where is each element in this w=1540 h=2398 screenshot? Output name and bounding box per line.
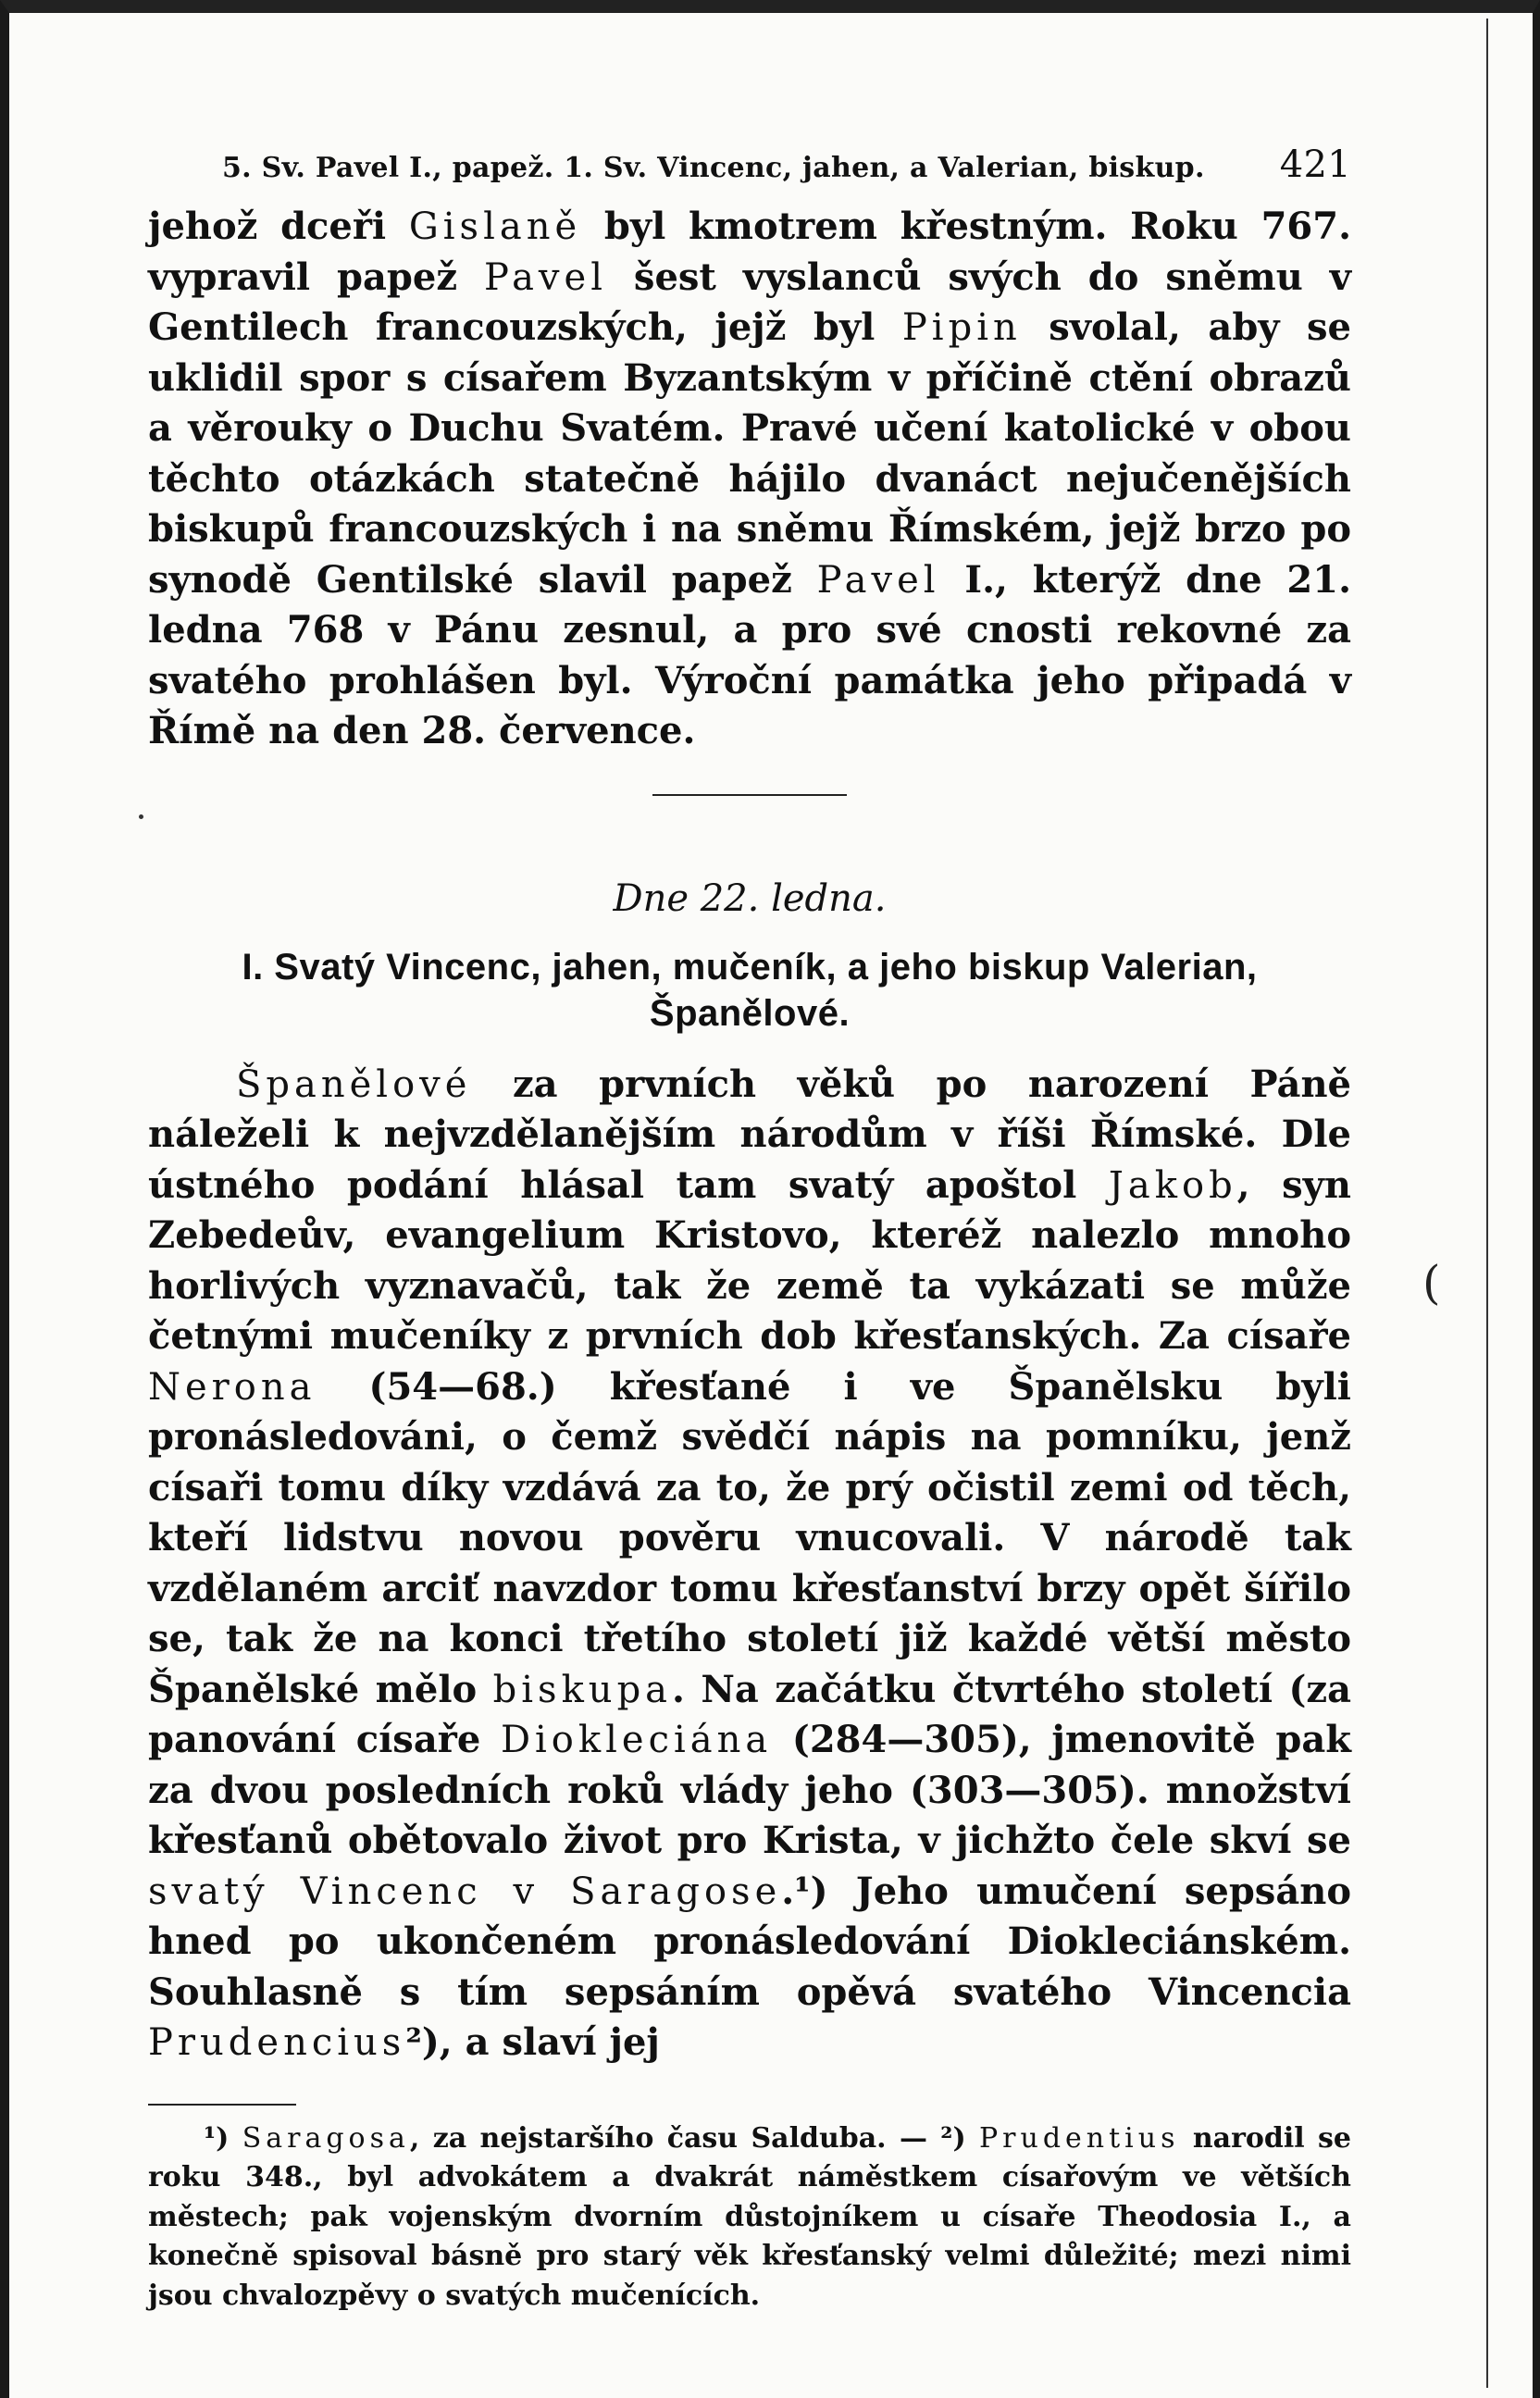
margin-mark: ( xyxy=(1422,1256,1441,1310)
running-head xyxy=(148,143,1351,197)
spaced-name-pavel: Pavel xyxy=(483,255,607,299)
footnote-marker: ¹) xyxy=(204,2121,242,2155)
page-edge-line xyxy=(1486,19,1488,2388)
footnotes xyxy=(148,2119,1351,2317)
spaced-word-biskupa: biskupa xyxy=(492,1668,673,1711)
text-run: byl kmotrem křestným. Roku 767. vypravil papež xyxy=(148,205,1351,299)
section-divider xyxy=(652,794,847,796)
section-heading-line-1: I. Svatý Vincenc, jahen, mučeník, a jeho biskup Valerian, xyxy=(242,946,1258,988)
date-heading: Dne 22. ledna. xyxy=(613,876,887,920)
spaced-word-spanelove: Španělové xyxy=(236,1062,472,1106)
text-run: (284—305), jmenovitě pak za dvou posledních roků vlády jeho (303—305). množství křesťanů obětovalo život pro Krista, v jichžto čele skví se xyxy=(148,1718,1351,1862)
text-run: , za nejstaršího času Salduba. — ²) xyxy=(409,2121,979,2155)
section-heading-line-2: Španělové. xyxy=(649,992,851,1034)
spaced-name-pipin: Pipin xyxy=(901,306,1022,349)
text-run: . Na začátku čtvrtého století (za panování císaře xyxy=(148,1667,1351,1761)
spaced-name-saragosa: Saragosa xyxy=(242,2121,410,2155)
text-run: svolal, aby se uklidil spor s císařem Byzantským v příčině ctění obrazů a věrouky o Duchu Svatém. Pravé učení katolické v obou těchto otázkách statečně hájilo dvanáct nejučenějších biskupů francouzských i na sněmu Římském, jejž brzo po synodě Gentilské slavil papež xyxy=(148,305,1351,602)
text-run: šest vyslanců svých do sněmu v Gentilech francouzských, jejž byl xyxy=(148,255,1351,349)
spaced-name-prudentius: Prudentius xyxy=(979,2121,1180,2155)
spaced-name-nerona: Nerona xyxy=(148,1365,317,1409)
page-number: 421 xyxy=(1279,143,1351,186)
spaced-name-dioklecian: Diokleciána xyxy=(500,1719,773,1761)
text-run: ²), a slaví jej xyxy=(405,2020,660,2064)
continuation-paragraph xyxy=(148,202,1351,757)
spaced-name-vincenc: svatý Vincenc v Saragose xyxy=(148,1870,782,1913)
spaced-name-gislane: Gislaně xyxy=(408,205,582,248)
book-page xyxy=(148,143,1351,2343)
speck xyxy=(139,814,143,819)
section-heading xyxy=(148,944,1351,1037)
spaced-name-pavel: Pavel xyxy=(816,558,940,602)
text-run: I., kterýž dne 21. ledna 768 v Pánu zesnul, a pro své cnosti rekovné za svatého prohlášen byl. Výroční památka jeho připadá v Římě na den 28. července. xyxy=(148,557,1352,752)
spaced-name-prudencius: Prudencius xyxy=(148,2021,406,2064)
text-run: jehož dceři xyxy=(148,205,409,248)
text-run: za prvních věků po narození Páně náleželi k nejvzdělanějším národům v říši Římské. Dle ústného podání hlásal tam svatý apoštol xyxy=(148,1062,1351,1207)
text-run: , syn Zebedeův, evangelium Kristovo, kteréž nalezlo mnoho horlivých vyznavačů, tak že země ta vykázati se může četnými mučeníky z prvních dob křesťanských. Za císaře xyxy=(148,1162,1351,1358)
text-run: narodil se roku 348., byl advokátem a dvakrát náměstkem císařovým ve větších městech; pak vojenským dvorním důstojníkem u císaře Theodosia I., a konečně spisoval básně pro starý věk křesťanský velmi důležité; mezi nimi jsou chvalozpěvy o svatých mučenících. xyxy=(148,2121,1352,2312)
footnote-rule xyxy=(148,2104,296,2106)
running-head-title: 5. Sv. Pavel I., papež. 1. Sv. Vincenc, jahen, a Valerian, biskup. xyxy=(222,152,1205,184)
text-run: (54—68.) křesťané i ve Španělsku byli pronásledováni, o čemž svědčí nápis na pomníku, jenž císaři tomu díky vzdává za to, že prý očistil zemi od těch, kteří lidstvu novou pověru vnucovali. V národě tak vzdělaném arciť navzdor tomu křesťanství brzy opět šířilo se, tak že na konci třetího století již každé větší město Španělské mělo xyxy=(148,1364,1351,1711)
body-paragraph xyxy=(148,1060,1351,2069)
text-run: .¹) Jeho umučení sepsáno hned po ukončeném pronásledování Diokleciánském. Souhlasně s tím sepsáním opěvá svatého Vincencia xyxy=(148,1869,1351,2014)
spaced-name-jakob: Jakob xyxy=(1108,1163,1237,1207)
